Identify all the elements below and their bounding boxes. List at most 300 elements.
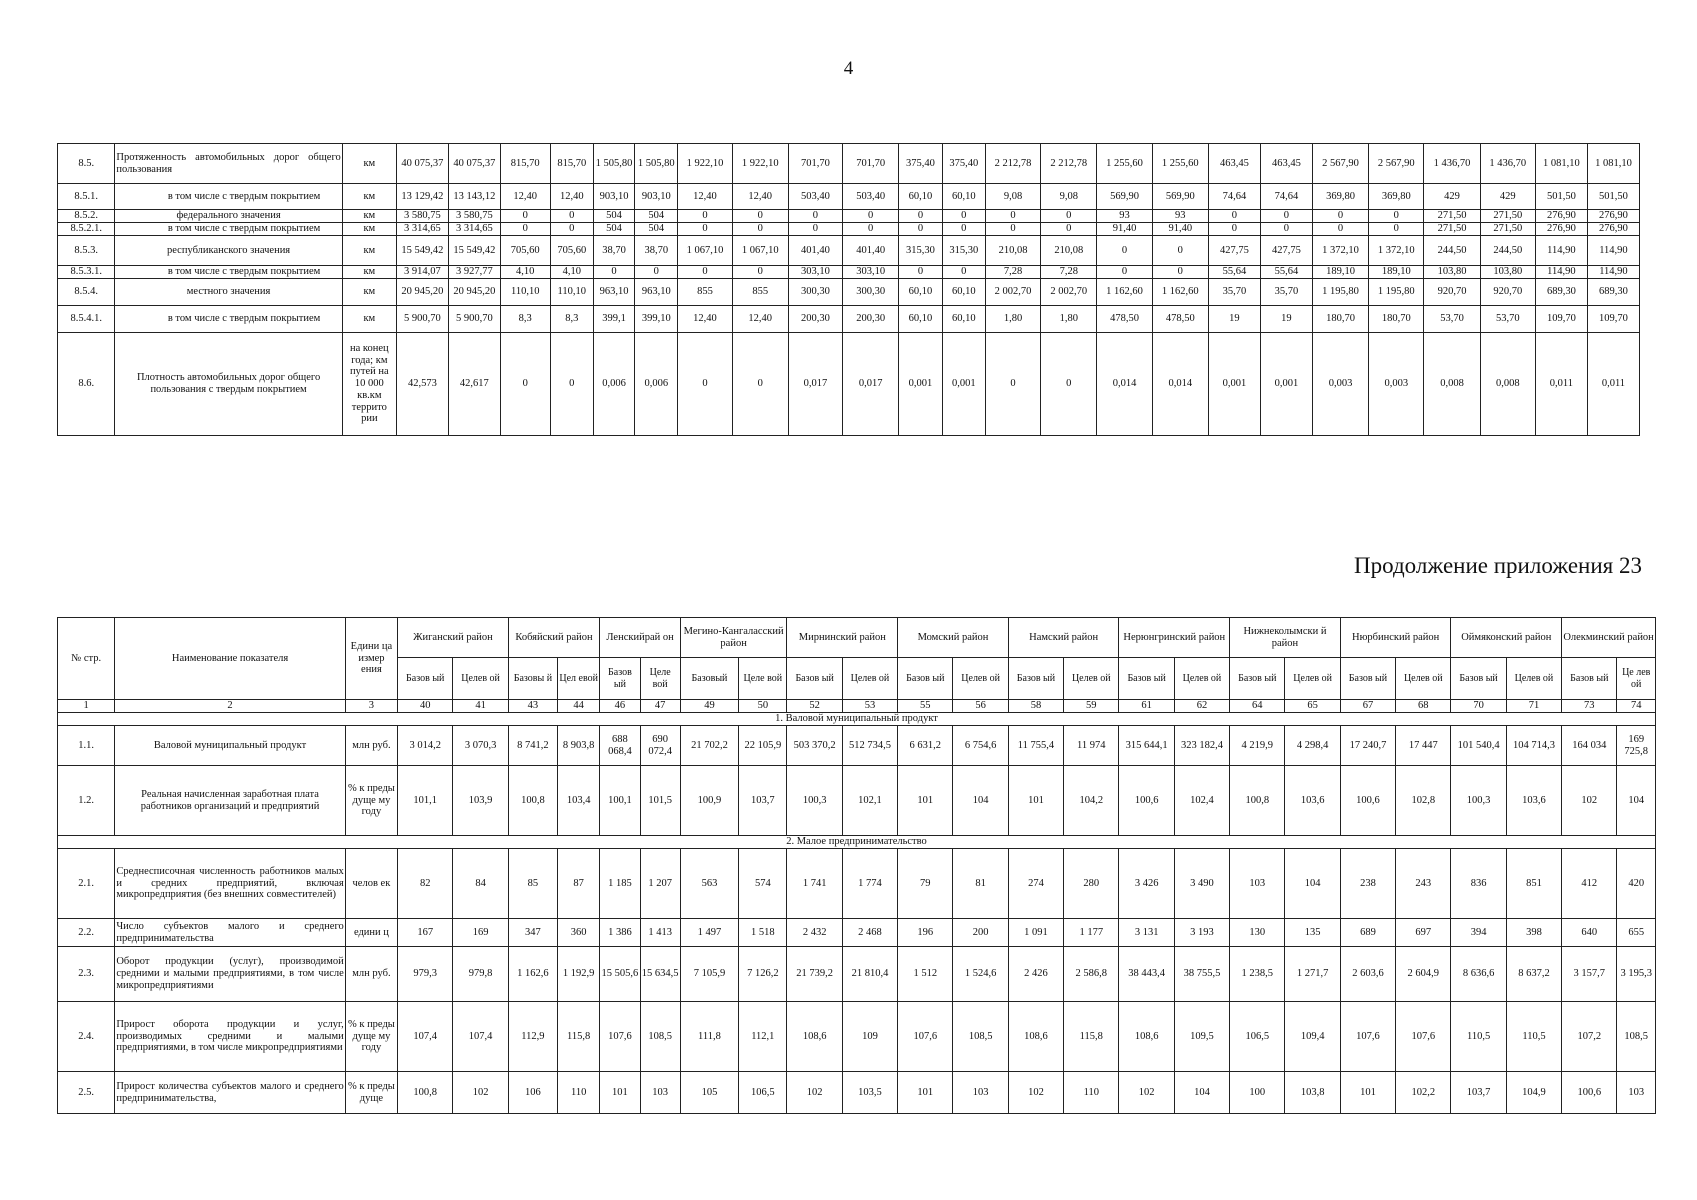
header-subcolumn: Базов ый [1340,658,1395,700]
value-cell: 103 [640,1072,680,1114]
value-cell: 12,40 [732,306,788,333]
value-cell: 19 [1208,306,1260,333]
value-cell: 4 298,4 [1285,726,1340,766]
value-cell: 55,64 [1208,266,1260,279]
column-number: 58 [1008,700,1063,713]
value-cell: 104,2 [1064,766,1119,836]
value-cell: 103,8 [1285,1072,1340,1114]
value-cell: 110,5 [1506,1002,1561,1072]
section-title: 1. Валовой муниципальный продукт [58,713,1656,726]
value-cell: 4,10 [550,266,593,279]
value-cell: 5 900,70 [396,306,448,333]
row-number: 8.5.2. [58,210,115,223]
value-cell: 401,40 [842,236,898,266]
column-number: 46 [600,700,640,713]
value-cell: 2 432 [787,919,842,947]
value-cell: 689,30 [1587,279,1639,306]
value-cell: 276,90 [1587,223,1639,236]
value-cell: 3 580,75 [396,210,448,223]
value-cell: 180,70 [1312,306,1368,333]
value-cell: 93 [1097,210,1152,223]
value-cell: 104 [953,766,1008,836]
value-cell: 84 [453,849,508,919]
value-cell: 82 [398,849,453,919]
column-number-row [58,700,1656,713]
value-cell: 0 [635,266,678,279]
indicator-name: республиканского значения [115,236,342,266]
value-cell: 0 [550,333,593,436]
value-cell: 109,70 [1535,306,1587,333]
value-cell: 501,50 [1587,184,1639,210]
value-cell: 11 755,4 [1008,726,1063,766]
value-cell: 303,10 [842,266,898,279]
value-cell: 101 540,4 [1451,726,1506,766]
value-cell: 1 091 [1008,919,1063,947]
value-cell: 3 426 [1119,849,1174,919]
value-cell: 110 [1064,1072,1119,1114]
section-row [58,713,1656,726]
value-cell: 8 741,2 [508,726,557,766]
header-subcolumn: Базов ый [898,658,953,700]
value-cell: 979,8 [453,947,508,1002]
value-cell: 105 [680,1072,738,1114]
value-cell: 0 [942,223,985,236]
value-cell: 112,1 [739,1002,787,1072]
column-number: 1 [58,700,115,713]
roads-table [57,143,1640,436]
value-cell: 9,08 [985,184,1040,210]
value-cell: 0 [842,210,898,223]
value-cell: 0 [1097,236,1152,266]
indicator-name: Число субъектов малого и среднего предпринимательства [115,919,345,947]
value-cell: 0,017 [842,333,898,436]
value-cell: 22 105,9 [739,726,787,766]
value-cell: 15 505,6 [600,947,640,1002]
value-cell: 569,90 [1097,184,1152,210]
unit-cell: км [342,306,396,333]
value-cell: 690 072,4 [640,726,680,766]
value-cell: 0 [1208,210,1260,223]
value-cell: 0 [732,333,788,436]
value-cell: 0,017 [788,333,842,436]
value-cell: 2 212,78 [985,144,1040,184]
table-row [58,849,1656,919]
value-cell: 1 195,80 [1312,279,1368,306]
header-subcolumn: Целев ой [1285,658,1340,700]
indicator-name: местного значения [115,279,342,306]
header-subcolumn: Базов ый [1119,658,1174,700]
value-cell: 463,45 [1208,144,1260,184]
value-cell: 4 219,9 [1230,726,1285,766]
value-cell: 101 [898,766,953,836]
value-cell: 1 255,60 [1097,144,1152,184]
indicator-name: в том числе с твердым покрытием [115,223,342,236]
value-cell: 0 [678,333,732,436]
table-row [58,144,1640,184]
column-number: 64 [1230,700,1285,713]
indicator-name: в том числе с твердым покрытием [115,306,342,333]
unit-cell: млн руб. [345,947,397,1002]
value-cell: 107,6 [898,1002,953,1072]
value-cell: 103 [1230,849,1285,919]
value-cell: 130 [1230,919,1285,947]
value-cell: 0 [500,333,550,436]
value-cell: 0 [732,210,788,223]
table-row [58,223,1640,236]
row-number: 8.5.3. [58,236,115,266]
value-cell: 100,8 [1230,766,1285,836]
value-cell: 9,08 [1041,184,1097,210]
indicator-name: Прирост оборота продукции и услуг, производимых средними и малыми предприятиями, в том числе микропредприятиями [115,1002,345,1072]
value-cell: 429 [1424,184,1480,210]
value-cell: 427,75 [1260,236,1312,266]
value-cell: 7 126,2 [739,947,787,1002]
indicator-name: Валовой муниципальный продукт [115,726,345,766]
value-cell: 111,8 [680,1002,738,1072]
value-cell: 243 [1396,849,1451,919]
value-cell: 315 644,1 [1119,726,1174,766]
column-number: 40 [398,700,453,713]
value-cell: 0 [842,223,898,236]
value-cell: 1 386 [600,919,640,947]
table-row [58,279,1640,306]
header-subcolumn: Целев ой [1174,658,1229,700]
value-cell: 0,001 [1208,333,1260,436]
row-number: 2.4. [58,1002,115,1072]
value-cell: 504 [593,223,634,236]
value-cell: 13 129,42 [396,184,448,210]
value-cell: 1 505,80 [635,144,678,184]
value-cell: 100,1 [600,766,640,836]
value-cell: 107,6 [1396,1002,1451,1072]
header-district: Ленскийрай он [600,618,680,658]
value-cell: 60,10 [942,184,985,210]
indicator-name: Реальная начисленная заработная плата работников организаций и предприятий [115,766,345,836]
header-district: Кобяйский район [508,618,600,658]
header-subcolumn: Целе вой [739,658,787,700]
indicator-name: федерального значения [115,210,342,223]
value-cell: 104 [1285,849,1340,919]
value-cell: 210,08 [985,236,1040,266]
value-cell: 0,001 [899,333,942,436]
value-cell: 21 702,2 [680,726,738,766]
value-cell: 271,50 [1480,223,1535,236]
header-subcolumn: Базов ый [398,658,453,700]
value-cell: 107,4 [453,1002,508,1072]
value-cell: 110,10 [550,279,593,306]
column-number: 74 [1617,700,1656,713]
value-cell: 504 [593,210,634,223]
value-cell: 108,6 [787,1002,842,1072]
header-district: Нижнеколымски й район [1230,618,1341,658]
value-cell: 1 177 [1064,919,1119,947]
value-cell: 1 518 [739,919,787,947]
row-number: 2.5. [58,1072,115,1114]
value-cell: 104 [1617,766,1656,836]
value-cell: 11 974 [1064,726,1119,766]
table-row [58,1002,1656,1072]
column-number: 50 [739,700,787,713]
value-cell: 2 604,9 [1396,947,1451,1002]
value-cell: 3 193 [1174,919,1229,947]
table-row [58,266,1640,279]
header-subcolumn: Базов ый [1451,658,1506,700]
value-cell: 15 549,42 [396,236,448,266]
column-number: 55 [898,700,953,713]
value-cell: 40 075,37 [396,144,448,184]
value-cell: 0 [942,210,985,223]
value-cell: 53,70 [1480,306,1535,333]
value-cell: 1 413 [640,919,680,947]
value-cell: 100,9 [680,766,738,836]
value-cell: 0 [550,223,593,236]
value-cell: 102 [1562,766,1617,836]
value-cell: 1 922,10 [678,144,732,184]
value-cell: 300,30 [842,279,898,306]
value-cell: 107,6 [1340,1002,1395,1072]
value-cell: 836 [1451,849,1506,919]
value-cell: 3 014,2 [398,726,453,766]
value-cell: 855 [678,279,732,306]
unit-cell: км [342,144,396,184]
indicator-name: Плотность автомобильных дорог общего пользования с твердым покрытием [115,333,342,436]
value-cell: 2 567,90 [1369,144,1424,184]
value-cell: 42,617 [448,333,500,436]
header-subcolumn: Целев ой [1396,658,1451,700]
value-cell: 512 734,5 [842,726,897,766]
value-cell: 478,50 [1152,306,1208,333]
value-cell: 347 [508,919,557,947]
value-cell: 108,5 [953,1002,1008,1072]
unit-cell: челов ек [345,849,397,919]
value-cell: 303,10 [788,266,842,279]
value-cell: 20 945,20 [396,279,448,306]
row-number: 2.2. [58,919,115,947]
value-cell: 103,6 [1506,766,1561,836]
table-row [58,726,1656,766]
value-cell: 102,2 [1396,1072,1451,1114]
value-cell: 103,4 [558,766,600,836]
header-district: Мегино-Кангаласский район [680,618,787,658]
column-number: 3 [345,700,397,713]
header-subcolumn: Базовый [680,658,738,700]
value-cell: 112,9 [508,1002,557,1072]
value-cell: 21 810,4 [842,947,897,1002]
value-cell: 463,45 [1260,144,1312,184]
value-cell: 91,40 [1152,223,1208,236]
indicator-name: в том числе с твердым покрытием [115,266,342,279]
value-cell: 35,70 [1260,279,1312,306]
value-cell: 100,6 [1340,766,1395,836]
unit-cell: млн руб. [345,726,397,766]
value-cell: 101 [898,1072,953,1114]
value-cell: 12,40 [500,184,550,210]
value-cell: 2 586,8 [1064,947,1119,1002]
value-cell: 12,40 [678,184,732,210]
value-cell: 6 631,2 [898,726,953,766]
value-cell: 15 634,5 [640,947,680,1002]
header-district: Жиганский район [398,618,509,658]
value-cell: 979,3 [398,947,453,1002]
row-number: 8.5.4. [58,279,115,306]
value-cell: 102,1 [842,766,897,836]
value-cell: 1 207 [640,849,680,919]
value-cell: 2 002,70 [985,279,1040,306]
value-cell: 13 143,12 [448,184,500,210]
value-cell: 0 [1097,266,1152,279]
value-cell: 17 240,7 [1340,726,1395,766]
value-cell: 563 [680,849,738,919]
row-number: 2.1. [58,849,115,919]
value-cell: 8 903,8 [558,726,600,766]
header-subcolumn: Базов ый [1008,658,1063,700]
table-row [58,333,1640,436]
header-subcolumn: Целев ой [453,658,508,700]
value-cell: 412 [1562,849,1617,919]
value-cell: 0,003 [1312,333,1368,436]
value-cell: 3 195,3 [1617,947,1656,1002]
value-cell: 0 [1312,210,1368,223]
value-cell: 238 [1340,849,1395,919]
value-cell: 369,80 [1369,184,1424,210]
value-cell: 0 [1208,223,1260,236]
column-number: 41 [453,700,508,713]
header-district: Олекминский район [1562,618,1656,658]
value-cell: 101 [1340,1072,1395,1114]
header-subcolumn: Целев ой [1064,658,1119,700]
value-cell: 0 [550,210,593,223]
column-number: 62 [1174,700,1229,713]
value-cell: 0 [678,210,732,223]
value-cell: 102 [1008,1072,1063,1114]
value-cell: 855 [732,279,788,306]
value-cell: 688 068,4 [600,726,640,766]
value-cell: 697 [1396,919,1451,947]
value-cell: 38 755,5 [1174,947,1229,1002]
value-cell: 40 075,37 [448,144,500,184]
value-cell: 0,011 [1587,333,1639,436]
value-cell: 189,10 [1312,266,1368,279]
value-cell: 1 372,10 [1369,236,1424,266]
header-subcolumn: Целе вой [640,658,680,700]
unit-cell: км [342,279,396,306]
value-cell: 3 157,7 [1562,947,1617,1002]
header-district: Момский район [898,618,1009,658]
value-cell: 15 549,42 [448,236,500,266]
value-cell: 103,7 [1451,1072,1506,1114]
value-cell: 114,90 [1587,236,1639,266]
value-cell: 100,6 [1562,1072,1617,1114]
value-cell: 903,10 [593,184,634,210]
value-cell: 0 [899,266,942,279]
value-cell: 0,008 [1424,333,1480,436]
value-cell: 503 370,2 [787,726,842,766]
value-cell: 3 314,65 [396,223,448,236]
value-cell: 100,6 [1119,766,1174,836]
value-cell: 3 914,07 [396,266,448,279]
value-cell: 2 002,70 [1041,279,1097,306]
header-subcolumn: Целев ой [842,658,897,700]
value-cell: 1 436,70 [1424,144,1480,184]
value-cell: 7,28 [1041,266,1097,279]
value-cell: 200,30 [788,306,842,333]
value-cell: 12,40 [550,184,593,210]
value-cell: 1 372,10 [1312,236,1368,266]
value-cell: 100,8 [508,766,557,836]
value-cell: 12,40 [678,306,732,333]
value-cell: 1 497 [680,919,738,947]
value-cell: 1 067,10 [678,236,732,266]
value-cell: 0 [1152,266,1208,279]
value-cell: 300,30 [788,279,842,306]
column-number: 73 [1562,700,1617,713]
value-cell: 21 739,2 [787,947,842,1002]
value-cell: 0 [899,210,942,223]
table-row [58,947,1656,1002]
value-cell: 1 255,60 [1152,144,1208,184]
value-cell: 903,10 [635,184,678,210]
value-cell: 3 314,65 [448,223,500,236]
value-cell: 114,90 [1535,266,1587,279]
value-cell: 0,014 [1097,333,1152,436]
section-row [58,836,1656,849]
value-cell: 504 [635,210,678,223]
value-cell: 689 [1340,919,1395,947]
header-subcolumn: Базов ый [1230,658,1285,700]
value-cell: 315,30 [942,236,985,266]
value-cell: 100,3 [787,766,842,836]
value-cell: 399,1 [593,306,634,333]
value-cell: 91,40 [1097,223,1152,236]
value-cell: 109,4 [1285,1002,1340,1072]
value-cell: 478,50 [1097,306,1152,333]
value-cell: 7,28 [985,266,1040,279]
value-cell: 0 [788,210,842,223]
table-row [58,919,1656,947]
section-title: 2. Малое предпринимательство [58,836,1656,849]
value-cell: 5 900,70 [448,306,500,333]
value-cell: 114,90 [1587,266,1639,279]
value-cell: 81 [953,849,1008,919]
column-number: 59 [1064,700,1119,713]
value-cell: 35,70 [1208,279,1260,306]
indicator-name: в том числе с твердым покрытием [115,184,342,210]
header-row [58,618,1656,658]
value-cell: 574 [739,849,787,919]
value-cell: 102,4 [1174,766,1229,836]
value-cell: 1 185 [600,849,640,919]
value-cell: 271,50 [1424,223,1480,236]
value-cell: 0 [1041,210,1097,223]
column-number: 49 [680,700,738,713]
value-cell: 87 [558,849,600,919]
column-number: 68 [1396,700,1451,713]
value-cell: 701,70 [842,144,898,184]
value-cell: 110,5 [1451,1002,1506,1072]
unit-cell: км [342,266,396,279]
header-district: Мирнинский район [787,618,898,658]
value-cell: 399,10 [635,306,678,333]
value-cell: 17 447 [1396,726,1451,766]
header-district: Нюрбинский район [1340,618,1451,658]
value-cell: 503,40 [842,184,898,210]
value-cell: 1 922,10 [732,144,788,184]
value-cell: 8,3 [500,306,550,333]
value-cell: 7 105,9 [680,947,738,1002]
value-cell: 276,90 [1587,210,1639,223]
value-cell: 0 [732,223,788,236]
value-cell: 0 [678,223,732,236]
